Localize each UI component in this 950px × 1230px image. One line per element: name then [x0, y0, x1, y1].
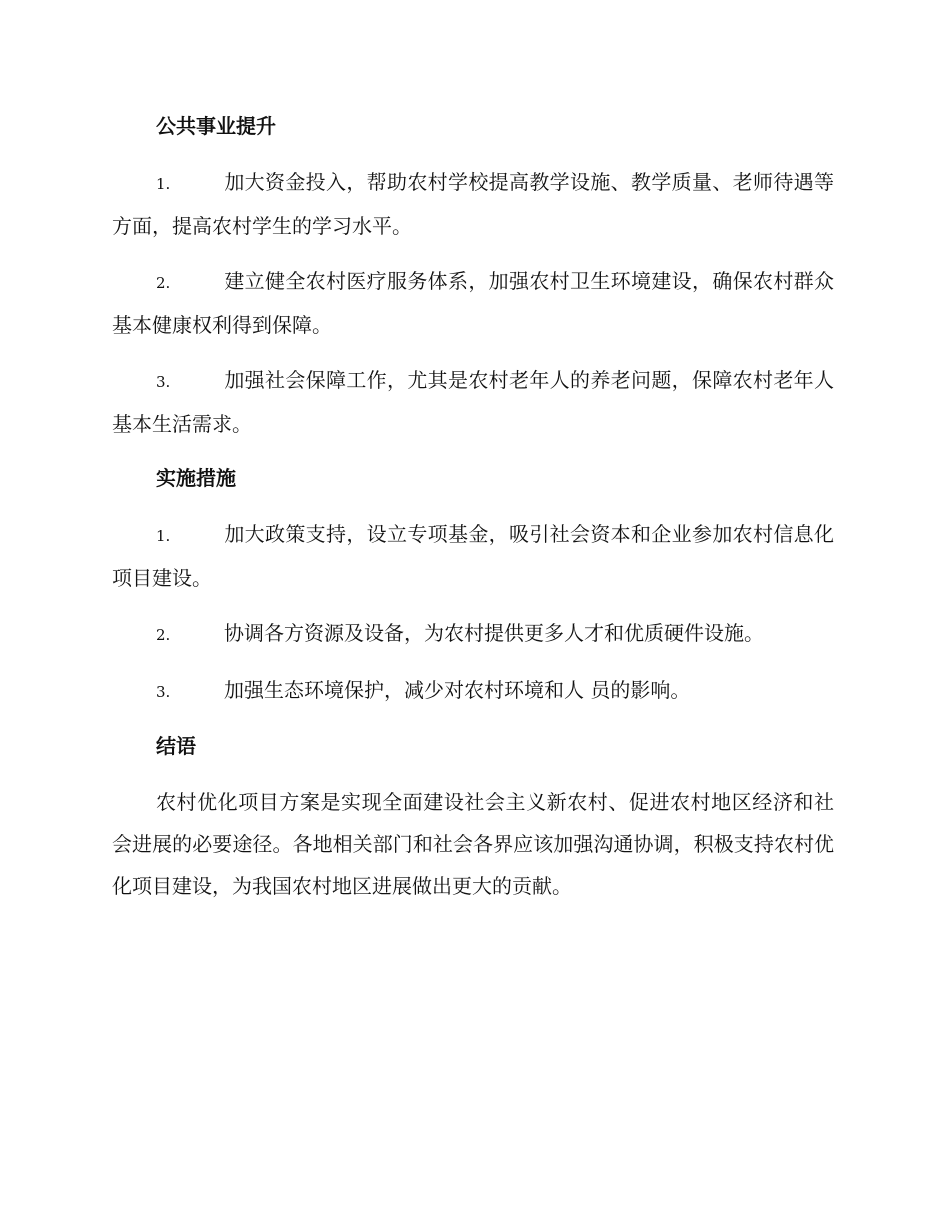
list-item [112, 612, 834, 656]
conclusion-paragraph: 农村优化项目方案是实现全面建设社会主义新农村、促进农村地区经济和社会进展的必要途径。各地相关部门和社会各界应该加强沟通协调，积极支持农村优化项目建设，为我国农村地区进展做出更大的贡献。 [112, 790, 834, 898]
list-text: 协调各方资源及设备，为农村提供更多人才和优质硬件设施。 [224, 621, 764, 645]
list-text: 加大政策支持，设立专项基金，吸引社会资本和企业参加农村信息化项目建设。 [112, 522, 834, 590]
list-text: 加强生态环境保护，减少对农村环境和人 员的影响。 [224, 678, 691, 702]
section-heading-conclusion: 结语 [156, 734, 196, 758]
list-item [112, 669, 834, 713]
list-number: 2. [156, 626, 171, 644]
list-item [112, 260, 834, 346]
list-number: 1. [156, 527, 171, 545]
section-heading-measures: 实施措施 [156, 466, 236, 490]
list-number: 3. [156, 683, 171, 701]
list-item [112, 161, 834, 247]
list-text: 加强社会保障工作，尤其是农村老年人的养老问题，保障农村老年人基本生活需求。 [112, 368, 834, 436]
list-item [112, 513, 834, 599]
list-item [112, 359, 834, 445]
section-heading-public-services: 公共事业提升 [156, 114, 276, 138]
document-body [112, 106, 834, 920]
list-number: 1. [156, 175, 171, 193]
list-number: 2. [156, 274, 171, 292]
list-text: 加大资金投入，帮助农村学校提高教学设施、教学质量、老师待遇等方面，提高农村学生的学习水平。 [112, 170, 834, 238]
list-text: 建立健全农村医疗服务体系，加强农村卫生环境建设，确保农村群众基本健康权利得到保障。 [112, 269, 834, 337]
list-number: 3. [156, 373, 171, 391]
